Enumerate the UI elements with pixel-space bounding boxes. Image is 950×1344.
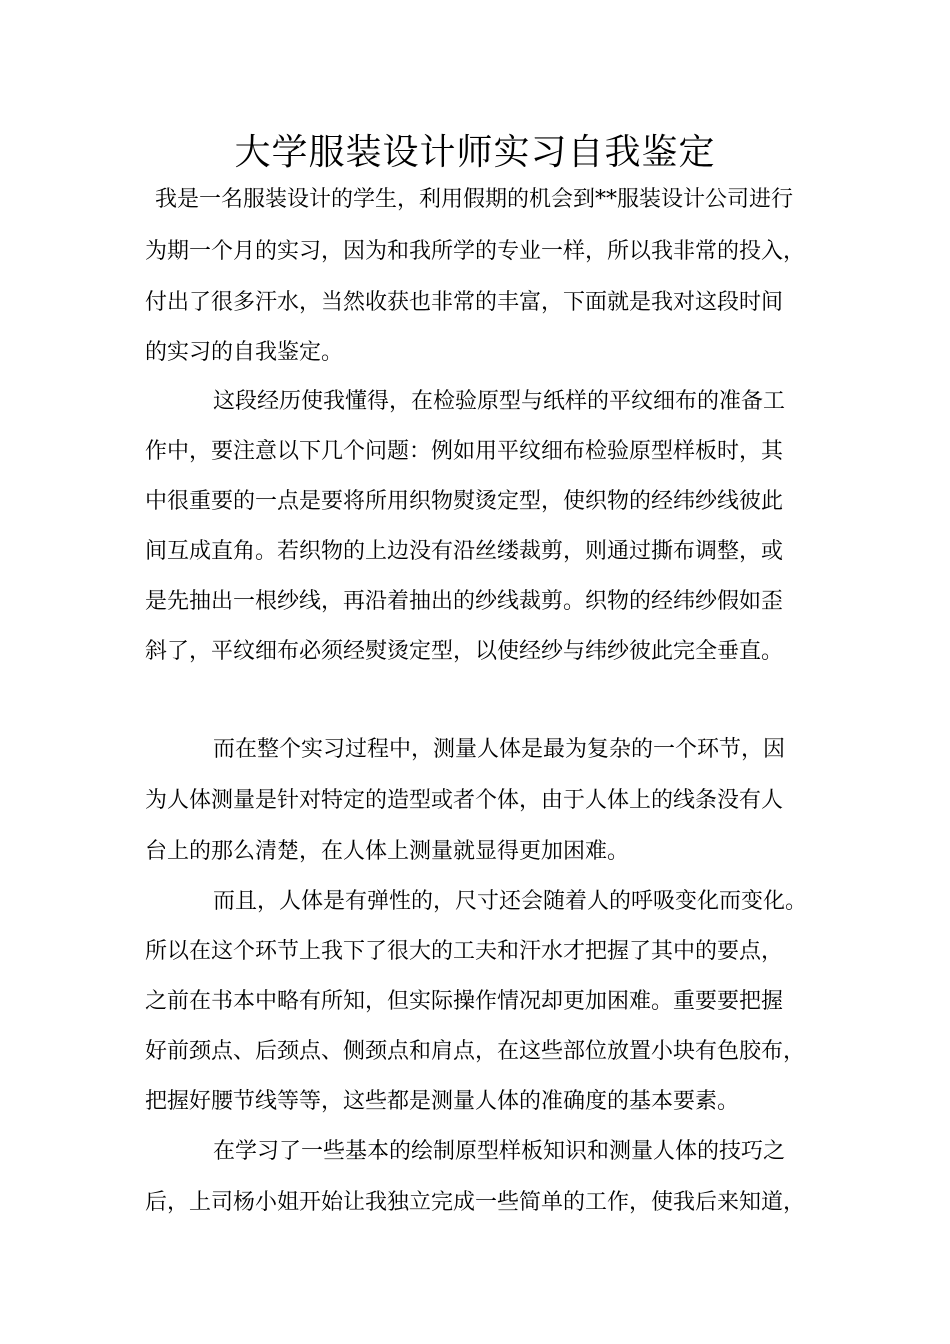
paragraph-line: 付出了很多汗水，当然收获也非常的丰富，下面就是我对这段时间 bbox=[145, 290, 784, 315]
paragraph-line: 而在整个实习过程中，测量人体是最为复杂的一个环节，因 bbox=[213, 737, 786, 762]
paragraph-line: 的实习的自我鉴定。 bbox=[145, 340, 344, 365]
paragraph-line: 中很重要的一点是要将所用织物熨烫定型，使织物的经纬纱线彼此 bbox=[145, 489, 784, 514]
paragraph-line: 为人体测量是针对特定的造型或者个体，由于人体上的线条没有人 bbox=[145, 788, 784, 813]
paragraph-line: 为期一个月的实习，因为和我所学的专业一样，所以我非常的投入， bbox=[145, 239, 806, 264]
paragraph-line: 是先抽出一根纱线，再沿着抽出的纱线裁剪。织物的经纬纱假如歪 bbox=[145, 589, 784, 614]
paragraph-line: 台上的那么清楚，在人体上测量就显得更加困难。 bbox=[145, 839, 630, 864]
paragraph-line: 所以在这个环节上我下了很大的工夫和汗水才把握了其中的要点， bbox=[145, 939, 784, 964]
paragraph-line: 这段经历使我懂得，在检验原型与纸样的平纹细布的准备工 bbox=[213, 389, 786, 414]
paragraph-line: 作中，要注意以下几个问题：例如用平纹细布检验原型样板时，其 bbox=[145, 439, 784, 464]
paragraph-line: 间互成直角。若织物的上边没有沿丝缕裁剪，则通过撕布调整，或 bbox=[145, 539, 784, 564]
document-title: 大学服装设计师实习自我鉴定 bbox=[234, 132, 716, 173]
paragraph-line: 我是一名服装设计的学生，利用假期的机会到**服装设计公司进行 bbox=[155, 187, 794, 212]
paragraph-line: 后，上司杨小姐开始让我独立完成一些简单的工作，使我后来知道， bbox=[145, 1190, 806, 1215]
paragraph-line: 之前在书本中略有所知，但实际操作情况却更加困难。重要要把握 bbox=[145, 989, 784, 1014]
paragraph-line: 斜了，平纹细布必须经熨烫定型，以使经纱与纬纱彼此完全垂直。 bbox=[145, 639, 784, 664]
paragraph-line: 好前颈点、后颈点、侧颈点和肩点，在这些部位放置小块有色胶布， bbox=[145, 1039, 806, 1064]
paragraph-line: 把握好腰节线等等，这些都是测量人体的准确度的基本要素。 bbox=[145, 1089, 740, 1114]
paragraph-line: 在学习了一些基本的绘制原型样板知识和测量人体的技巧之 bbox=[213, 1139, 786, 1164]
paragraph-line: 而且，人体是有弹性的，尺寸还会随着人的呼吸变化而变化。 bbox=[213, 889, 808, 914]
